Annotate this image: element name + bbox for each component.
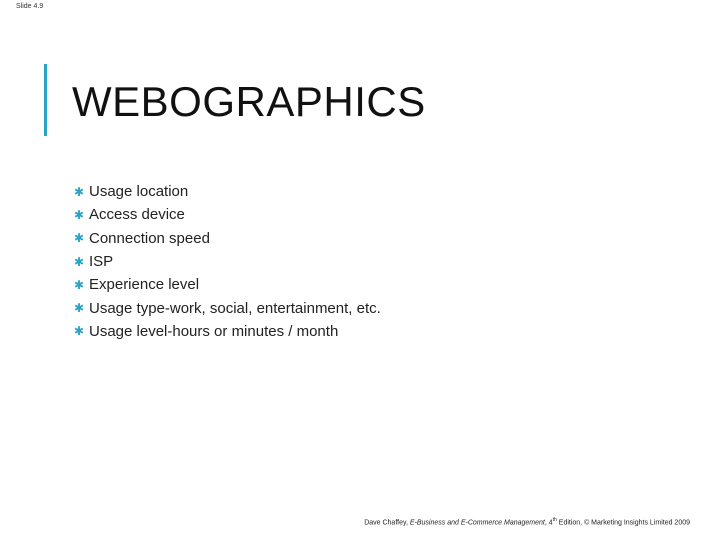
bullet-list bbox=[74, 180, 381, 343]
bullet-text: ISP bbox=[89, 253, 114, 271]
title-accent-bar bbox=[44, 64, 47, 136]
footer-edition-sep: , 4 bbox=[544, 519, 553, 527]
slide-number: Slide 4.9 bbox=[16, 3, 44, 10]
slide-title: WEBOGRAPHICS bbox=[72, 78, 426, 125]
footer-edition-sup: th bbox=[552, 517, 557, 523]
list-item bbox=[74, 320, 381, 343]
list-item bbox=[74, 203, 381, 226]
asterisk-bullet-icon: ✱ bbox=[74, 231, 85, 246]
footer-author: Dave Chaffey, bbox=[364, 519, 410, 527]
asterisk-bullet-icon: ✱ bbox=[74, 207, 85, 222]
list-item bbox=[74, 250, 381, 273]
list-item bbox=[74, 227, 381, 250]
list-item bbox=[74, 296, 381, 319]
footer-citation bbox=[364, 517, 690, 526]
bullet-text: Usage level-hours or minutes / month bbox=[89, 322, 339, 340]
bullet-text: Usage type-work, social, entertainment, etc. bbox=[89, 299, 381, 317]
asterisk-bullet-icon: ✱ bbox=[74, 301, 85, 316]
asterisk-bullet-icon: ✱ bbox=[74, 254, 85, 269]
footer-edition-rest: Edition, © Marketing Insights Limited 2009 bbox=[556, 519, 690, 527]
bullet-text: Usage location bbox=[89, 183, 189, 201]
asterisk-bullet-icon: ✱ bbox=[74, 324, 85, 339]
footer-book-title: E-Business and E-Commerce Management bbox=[409, 519, 545, 527]
asterisk-bullet-icon: ✱ bbox=[74, 184, 85, 199]
list-item bbox=[74, 180, 381, 203]
list-item bbox=[74, 273, 381, 296]
bullet-text: Access device bbox=[89, 206, 185, 224]
bullet-text: Connection speed bbox=[89, 229, 210, 247]
asterisk-bullet-icon: ✱ bbox=[74, 277, 85, 292]
bullet-text: Experience level bbox=[89, 276, 200, 294]
